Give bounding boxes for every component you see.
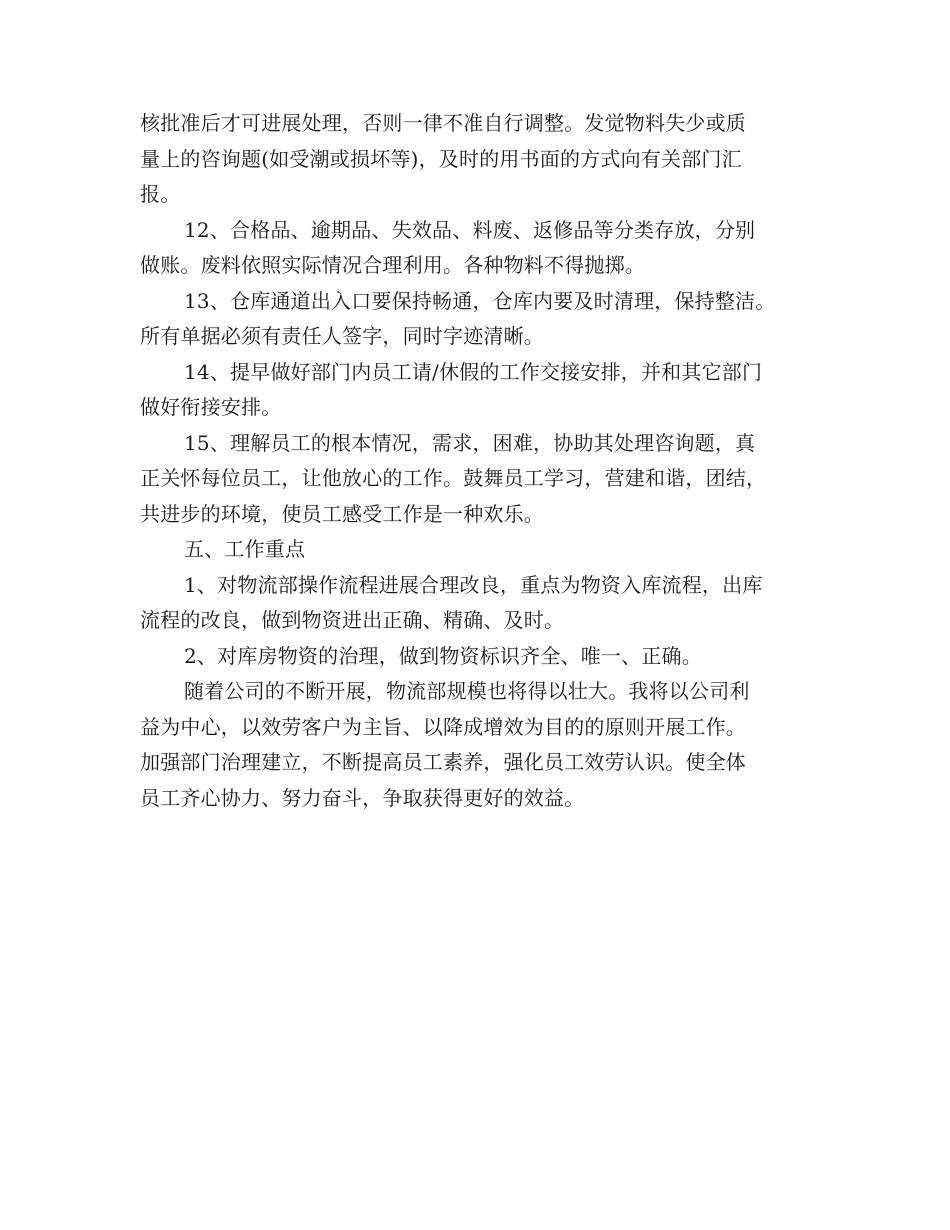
text-line: 正关怀每位员工，让他放心的工作。鼓舞员工学习，营建和谐，团结， [140, 466, 767, 490]
closing-paragraph: 随着公司的不断开展，物流部规模也将得以壮大。我将以公司利 [184, 679, 750, 703]
focus-item-2: 2、对库房物资的治理，做到物资标识齐全、唯一、正确。 [184, 643, 702, 668]
text-line: 报。 [140, 182, 181, 206]
paragraph-item-12: 12、合格品、逾期品、失效品、料废、返修品等分类存放，分别 [184, 217, 756, 242]
paragraph-item-13: 13、仓库通道出入口要保持畅通，仓库内要及时清理，保持整洁。 [184, 288, 776, 313]
paragraph-item-14: 14、提早做好部门内员工请/休假的工作交接安排，并和其它部门 [184, 359, 763, 384]
text-line: 流程的改良，做到物资进出正确、精确、及时。 [140, 608, 565, 632]
text-line: 量上的咨询题(如受潮或损坏等)，及时的用书面的方式向有关部门汇 [140, 146, 742, 171]
text-line: 做账。废料依照实际情况合理利用。各种物料不得抛掷。 [140, 253, 645, 277]
text-line: 核批准后才可进展处理，否则一律不准自行调整。发觉物料失少或质 [140, 111, 746, 135]
paragraph-item-15: 15、理解员工的根本情况，需求，困难，协助其处理咨询题，真 [184, 430, 756, 455]
document-page [140, 106, 820, 816]
section-heading: 五、工作重点 [184, 537, 306, 561]
text-line: 加强部门治理建立，不断提高员工素养，强化员工效劳认识。使全体 [140, 750, 746, 774]
text-line: 做好衔接安排。 [140, 395, 282, 419]
text-line: 所有单据必须有责任人签字，同时字迹清晰。 [140, 324, 544, 348]
focus-item-1: 1、对物流部操作流程进展合理改良，重点为物资入库流程，出库 [184, 572, 763, 597]
text-line: 共进步的环境，使员工感受工作是一种欢乐。 [140, 501, 544, 526]
text-line: 员工齐心协力、努力奋斗，争取获得更好的效益。 [140, 785, 585, 810]
text-line: 益为中心，以效劳客户为主旨、以降成增效为目的的原则开展工作。 [140, 714, 746, 739]
